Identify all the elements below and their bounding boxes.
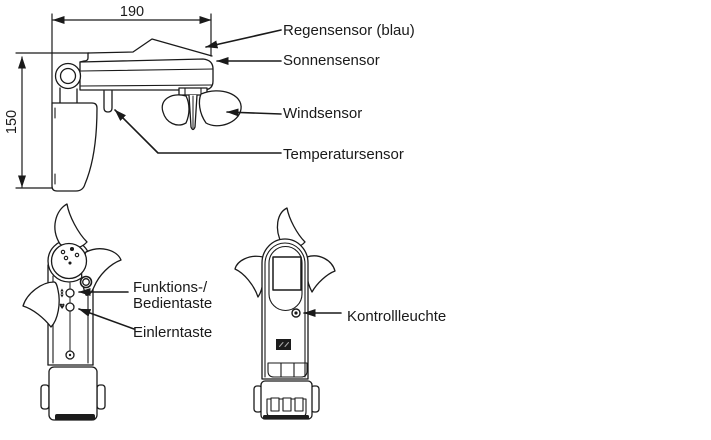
arrows-up-down-icon <box>60 289 63 298</box>
heart-icon <box>60 304 65 309</box>
function-button-label <box>133 280 212 312</box>
function-button-label-line1: Funktions-/ <box>133 279 208 296</box>
learn-button-arrow <box>79 309 134 329</box>
indicator-led-label: Kontrollleuchte <box>347 308 447 325</box>
function-button <box>66 289 74 297</box>
temperature-sensor-arrow <box>115 110 281 153</box>
hinge <box>56 64 81 89</box>
dimension-height-label: 150 <box>4 109 20 135</box>
sun-sensor-lens <box>81 277 92 288</box>
rain-sensor-label: Regensensor (blau) <box>283 22 415 39</box>
wind-sensor-side <box>162 88 241 130</box>
function-button-label-line2: Bedientaste <box>133 295 213 312</box>
type-label-chip <box>276 339 291 350</box>
sun-sensor-label: Sonnensensor <box>283 52 380 69</box>
rotor-hub <box>52 244 87 279</box>
temperature-sensor-label: Temperatursensor <box>283 146 404 163</box>
dimension-width-label: 190 <box>119 4 145 20</box>
screw <box>66 351 74 359</box>
temperature-sensor-pin <box>104 91 112 112</box>
bracket-base-back <box>254 381 319 420</box>
bracket-base-front <box>41 367 105 421</box>
wind-sensor-label: Windsensor <box>283 105 363 122</box>
side-view-drawing <box>52 39 241 191</box>
learn-button-label: Einlerntaste <box>133 324 213 341</box>
rain-sensor-cover <box>80 39 212 62</box>
rain-sensor-arrow <box>206 30 281 47</box>
indicator-led <box>292 309 300 317</box>
learn-button <box>66 303 74 311</box>
wall-bracket-side <box>52 103 97 191</box>
front-view-drawing <box>23 204 121 421</box>
